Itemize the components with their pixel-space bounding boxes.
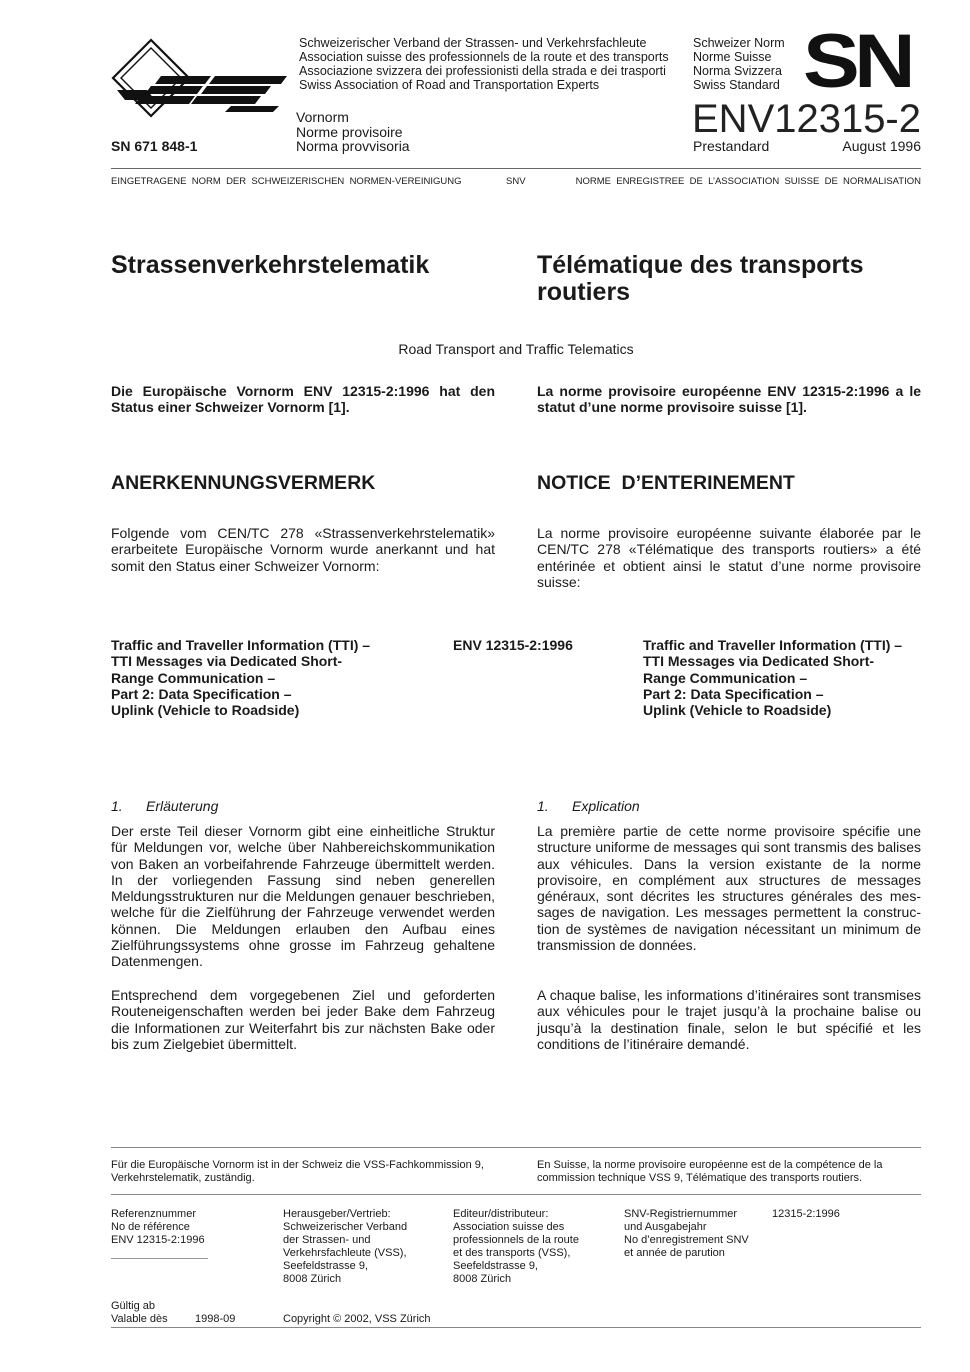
publisher-german (283, 1208, 407, 1286)
standard-title-line: Traffic and Traveller Information (TTI) – (111, 637, 371, 653)
norm-line: Swiss Standard (693, 78, 780, 92)
publisher-line: 8008 Zürich (283, 1273, 342, 1285)
snv-registration-line: No d’enregistrement SNV (624, 1234, 749, 1246)
copyright: Copyright © 2002, VSS Zürich (283, 1313, 431, 1325)
standard-title-line: Uplink (Vehicle to Roadside) (643, 702, 832, 719)
endorsement-text-french: La norme provisoire européenne suivante élaborée par le CEN/TC 278 «Télématique des transports routiers» a été entérinée et obtient ainsi le statut d’une norme provisoire suisse: (537, 525, 921, 590)
explanation-french-paragraph-1: La première partie de cette norme provisoire spécifie une structure uniforme de messages qui sont transmis des balises aux véhicules. Dans la version existante de la norme provisoire, en complément aux structures de messages généraux, sont décrites les structures générales des messages de navigation. Les messages permettent la construction de systèmes de navigation nécessitant un minimum de transmission de données. (537, 823, 921, 954)
reference-line: No de référence (111, 1221, 190, 1233)
footer-rule-bottom (111, 1327, 921, 1328)
valid-french: Valable dès (111, 1313, 168, 1325)
publisher-line: Schweizerischer Verband (283, 1221, 408, 1233)
reference-underline (111, 1258, 208, 1259)
prestandard-label: Prestandard (693, 138, 770, 154)
footer-rule-top (111, 1147, 921, 1148)
title-english: Road Transport and Traffic Telematics (398, 341, 634, 357)
snv-registration-block (624, 1208, 749, 1260)
norm-line: Norma Svizzera (693, 64, 782, 78)
standard-title-line: Range Communication – (111, 669, 276, 686)
publisher-line: Association suisse des (453, 1221, 565, 1233)
title-german: Strassenverkehrstelematik (111, 251, 430, 279)
env-prefix: ENV (692, 97, 775, 141)
explanation-heading-german (111, 798, 218, 814)
snv-registration-line: et année de parution (624, 1247, 725, 1259)
reference-line: Referenznummer (111, 1208, 196, 1220)
explanation-german-paragraph-1: Der erste Teil dieser Vornorm gibt eine einheitliche Struktur für Meldungen vor, welche über Nahbereichskommunikation von Baken an vorbeifahrende Fahrzeuge übermittelt werden. In der vorliegenden Fassung sind neben generellen Meldungsstrukturen nur die Meldungen genauer beschrieben, welche für die Zielführung der Fahrzeuge verwendet werden können. Die Meldungen erlauben den Aufbau eines Zielführungssystems ohne grosse im Fahrzeug gehaltene Datenmengen. (111, 823, 495, 970)
prestandard-status (296, 110, 410, 154)
heading-number: 1. (111, 798, 123, 814)
publisher-line: Seefeldstrasse 9, (283, 1260, 368, 1272)
title-french-line: Télématique des transports (537, 251, 864, 279)
standard-title-left (111, 637, 370, 718)
publisher-line: Editeur/distributeur: (453, 1208, 549, 1220)
organisation-names (299, 36, 669, 92)
title-french (537, 252, 863, 306)
publisher-line: et des transports (VSS), (453, 1247, 571, 1259)
registration-band-left: EINGETRAGENE NORM DER SCHWEIZERISCHEN NORMEN-VEREINIGUNG (111, 176, 462, 187)
snv-registration-line: SNV-Registriernummer (624, 1208, 738, 1220)
sn-logo: SN (803, 19, 911, 104)
valid-german: Gültig ab (111, 1300, 156, 1312)
standard-title-line: Range Communication – (643, 669, 808, 686)
footer-rule-middle (111, 1194, 921, 1195)
header-rule (111, 168, 921, 169)
heading-number: 1. (537, 798, 549, 814)
endorsement-heading-french: NOTICE D’ENTERINEMENT (537, 472, 795, 494)
org-line: Associazione svizzera dei professionisti della strada e dei trasporti (299, 64, 666, 78)
swiss-standard-label (693, 36, 785, 92)
publisher-line: professionnels de la route (453, 1234, 579, 1246)
reference-line: ENV 12315-2:1996 (111, 1234, 205, 1246)
validity-block (111, 1300, 235, 1326)
competence-german: Für die Europäische Vornorm ist in der Schweiz die VSS-Fachkommission 9, Verkehrstelematik, zuständig. (111, 1159, 484, 1184)
publisher-french (453, 1208, 579, 1286)
snv-number: SN 671 848-1 (111, 138, 198, 154)
explanation-french-paragraph-2: A chaque balise, les informations d’itinéraires sont transmises aux véhicules pour le trajet jusqu’à la prochaine balise ou jusqu’à la destination finale, selon le but spécifié et les conditions de l’itinéraire demandé. (537, 987, 921, 1052)
explanation-heading-french (537, 798, 640, 814)
vss-logo (111, 36, 291, 118)
standard-title-line: TTI Messages via Dedicated Short- (111, 653, 343, 670)
publisher-line: Herausgeber/Vertrieb: (283, 1208, 391, 1220)
registration-band-right: NORME ENREGISTREE DE L’ASSOCIATION SUISSE DE NORMALISATION (575, 176, 921, 187)
publication-date: August 1996 (842, 138, 921, 154)
standard-title-line: Part 2: Data Specification – (111, 685, 292, 702)
heading-text: Explication (572, 798, 640, 814)
status-line: Norma provvisoria (296, 138, 410, 154)
standard-title-line: Part 2: Data Specification – (643, 685, 824, 702)
org-line: Swiss Association of Road and Transportation Experts (299, 78, 600, 92)
standard-title-line: TTI Messages via Dedicated Short- (643, 653, 875, 670)
registration-band-mid: SNV (506, 176, 526, 187)
reference-number-block (111, 1208, 205, 1247)
title-french-line: routiers (537, 278, 631, 306)
standard-reference: ENV 12315-2:1996 (453, 637, 573, 653)
env-number: 12315-2 (774, 97, 921, 141)
status-line: Norme provisoire (296, 123, 403, 140)
standard-title-line: Uplink (Vehicle to Roadside) (111, 702, 300, 719)
publisher-line: 8008 Zürich (453, 1273, 512, 1285)
competence-french: En Suisse, la norme provisoire européenne est de la compétence de la commission technique VSS 9, Télématique des transports routiers. (537, 1159, 883, 1184)
standard-title-right (643, 637, 902, 718)
valid-date: 1998-09 (195, 1313, 236, 1325)
org-line: Association suisse des professionnels de la route et des transports (299, 50, 669, 64)
snv-registration-value: 12315-2:1996 (772, 1208, 840, 1220)
standard-title-line: Traffic and Traveller Information (TTI) – (643, 637, 903, 653)
status-german: Die Europäische Vornorm ENV 12315-2:1996 hat den Status einer Schweizer Vornorm [1]. (111, 383, 495, 416)
status-french: La norme provisoire européenne ENV 12315-2:1996 a le statut d’une norme provisoire suisse [1]. (537, 383, 921, 416)
snv-registration-line: und Ausgabejahr (624, 1221, 707, 1233)
publisher-line: Verkehrsfachleute (VSS), (283, 1247, 407, 1259)
norm-line: Norme Suisse (693, 50, 772, 64)
explanation-german-paragraph-2: Entsprechend dem vorgegebenen Ziel und geforderten Routeneigenschaften werden bei jeder Bake dem Fahrzeug die Informationen zur Weiterfahrt bis zur nächsten Bake oder bis zum Zielgebiet übermittelt. (111, 987, 495, 1052)
endorsement-text-german: Folgende vom CEN/TC 278 «Strassenverkehrstelematik» erarbeitete Europäische Vornorm wurde anerkannt und hat somit den Status einer Schweizer Vornorm: (111, 525, 495, 574)
endorsement-heading-german: ANERKENNUNGSVERMERK (111, 472, 376, 494)
publisher-line: der Strassen- und (283, 1234, 371, 1246)
status-line: Vornorm (296, 109, 349, 125)
heading-text: Erläuterung (146, 798, 219, 814)
publisher-line: Seefeldstrasse 9, (453, 1260, 538, 1272)
org-line: Schweizerischer Verband der Strassen- und Verkehrsfachleute (299, 36, 647, 50)
norm-line: Schweizer Norm (693, 36, 785, 50)
